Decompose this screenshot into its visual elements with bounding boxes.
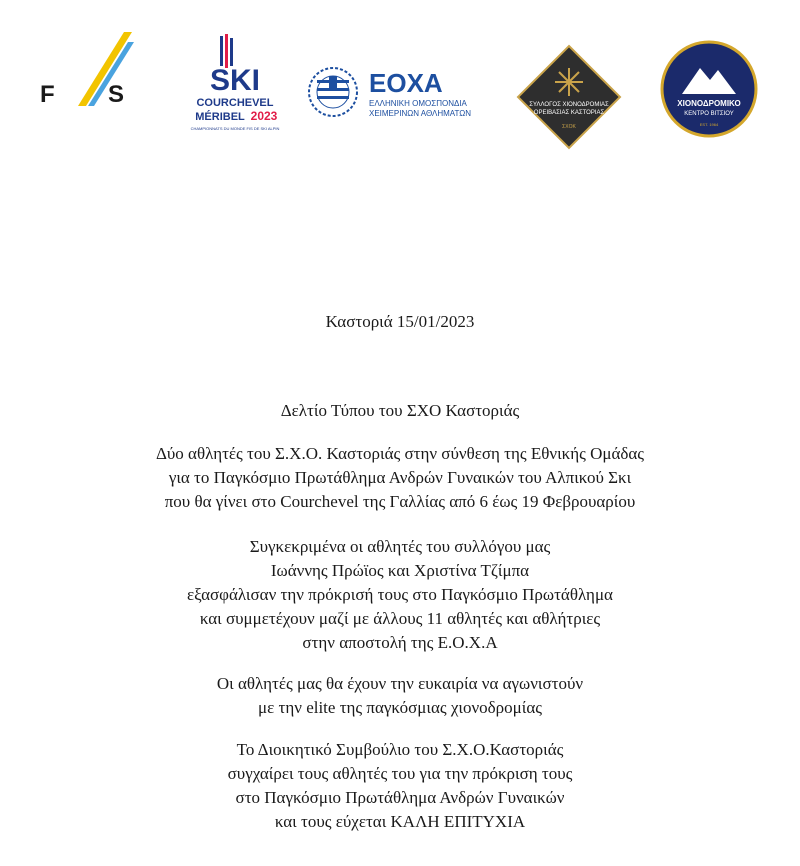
svg-text:ΣΥΛΛΟΓΟΣ ΧΙΟΝΟΔΡΟΜΙΑΣ: ΣΥΛΛΟΓΟΣ ΧΙΟΝΟΔΡΟΜΙΑΣ xyxy=(529,102,609,108)
svg-text:EST. 1964: EST. 1964 xyxy=(699,122,719,127)
svg-text:ΣΧΟΚ: ΣΧΟΚ xyxy=(562,124,576,130)
paragraph-4 xyxy=(0,738,800,834)
para4-line: στο Παγκόσμιο Πρωτάθλημα Ανδρών Γυναικών xyxy=(235,788,565,807)
logo-header xyxy=(0,0,800,160)
svg-text:CHAMPIONNATS DU MONDE FIS DE S: CHAMPIONNATS DU MONDE FIS DE SKI ALPIN xyxy=(190,126,280,131)
para1-line: Δύο αθλητές του Σ.Χ.Ο. Καστοριάς στην σύνθεση της Εθνικής Ομάδας xyxy=(155,444,645,463)
svg-text:MÉRIBEL: MÉRIBEL xyxy=(195,111,245,123)
ski-courchevel-logo xyxy=(180,34,290,134)
vitsi-ski-center-logo xyxy=(660,40,758,138)
svg-text:2023: 2023 xyxy=(250,109,278,123)
sxo-kastoria-logo xyxy=(516,44,622,150)
title-text: Δελτίο Τύπου του ΣΧΟ Καστοριάς xyxy=(280,401,520,420)
para2-line: Ιωάννης Πρώϊος και Χριστίνα Τζίμπα xyxy=(270,561,530,580)
svg-text:F: F xyxy=(40,81,57,108)
paragraph-1 xyxy=(0,442,800,514)
para2-line: και συμμετέχουν μαζί με άλλους 11 αθλητές και αθλήτριες xyxy=(199,609,601,628)
para2-line: στην αποστολή της Ε.Ο.Χ.Α xyxy=(302,633,498,652)
para4-line: και τους εύχεται ΚΑΛΗ ΕΠΙΤΥΧΙΑ xyxy=(274,812,526,831)
para3-line: με την elite της παγκόσμιας χιονοδρομίας xyxy=(258,698,542,717)
svg-text:S: S xyxy=(108,81,125,108)
svg-text:COURCHEVEL: COURCHEVEL xyxy=(196,97,274,109)
para3-line: Οι αθλητές μας θα έχουν την ευκαιρία να αγωνιστούν xyxy=(216,674,584,693)
para4-line: Το Διοικητικό Συμβούλιο του Σ.Χ.Ο.Καστοριάς xyxy=(236,740,564,759)
ski-text: SKI xyxy=(209,64,261,97)
date-line xyxy=(0,310,800,334)
fis-logo xyxy=(38,28,134,110)
para2-line: εξασφάλισαν την πρόκρισή τους στο Παγκόσμιο Πρωτάθλημα xyxy=(187,585,613,604)
eoxa-logo xyxy=(305,64,475,120)
para2-line: Συγκεκριμένα οι αθλητές του συλλόγου μας xyxy=(249,537,551,556)
paragraph-2 xyxy=(0,535,800,655)
para1-line: για το Παγκόσμιο Πρωτάθλημα Ανδρών Γυναικών του Αλπικού Σκι xyxy=(168,468,632,487)
svg-text:ΧΙΟΝΟΔΡΟΜΙΚΟ: ΧΙΟΝΟΔΡΟΜΙΚΟ xyxy=(677,99,741,108)
para1-line: που θα γίνει στο Courchevel της Γαλλίας από 6 έως 19 Φεβρουαρίου xyxy=(164,492,636,511)
svg-text:ΕΟΧΑ: ΕΟΧΑ xyxy=(369,68,443,98)
date-text: Καστοριά 15/01/2023 xyxy=(325,312,475,331)
svg-text:ΧΕΙΜΕΡΙΝΩΝ ΑΘΛΗΜΑΤΩΝ: ΧΕΙΜΕΡΙΝΩΝ ΑΘΛΗΜΑΤΩΝ xyxy=(369,109,472,118)
svg-text:ΟΡΕΙΒΑΣΙΑΣ ΚΑΣΤΟΡΙΑΣ: ΟΡΕΙΒΑΣΙΑΣ ΚΑΣΤΟΡΙΑΣ xyxy=(533,110,605,116)
para4-line: συγχαίρει τους αθλητές του για την πρόκριση τους xyxy=(227,764,573,783)
paragraph-3 xyxy=(0,672,800,720)
press-release-title xyxy=(0,399,800,423)
svg-text:ΕΛΛΗΝΙΚΗ ΟΜΟΣΠΟΝΔΙΑ: ΕΛΛΗΝΙΚΗ ΟΜΟΣΠΟΝΔΙΑ xyxy=(369,99,467,108)
svg-text:ΚΕΝΤΡΟ ΒΙΤΣΙΟΥ: ΚΕΝΤΡΟ ΒΙΤΣΙΟΥ xyxy=(684,111,734,117)
